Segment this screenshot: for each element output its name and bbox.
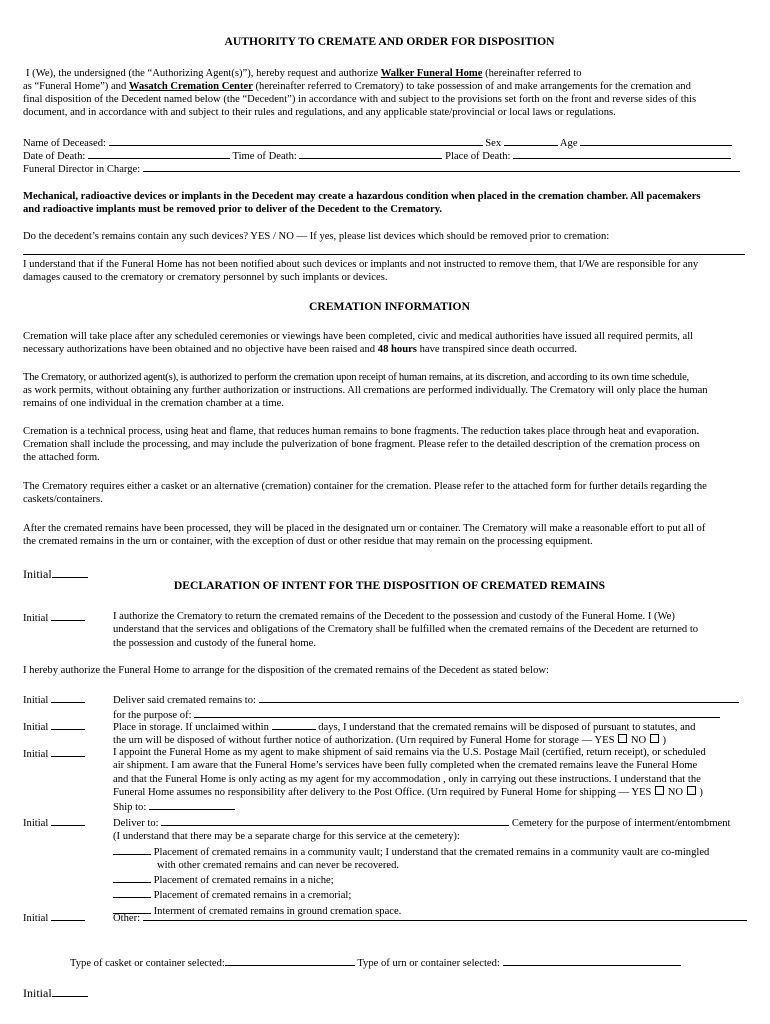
dod-label: Date of Death: <box>23 151 86 162</box>
initial-return: Initial <box>23 610 85 625</box>
age-label: Age <box>559 138 578 149</box>
return-text: I authorize the Crematory to return the cremated remains of the Decedent to the possession and custody of the Funeral Home. I (We) understand that the services and obligations of the Crematory shall be fulfilled when the cremated remains of the Decedent are returned to the possession and custody of the funeral home. <box>113 611 699 649</box>
urn-label: Type of urn or container selected: <box>357 958 500 969</box>
cremation-para-a-2: necessary authorizations have been obtained and no objective have been raised and 48 hours have transpired since death occurred. <box>23 344 577 355</box>
form-title: AUTHORITY TO CREMATE AND ORDER FOR DISPOSITION <box>224 35 555 48</box>
purpose-field[interactable] <box>194 707 720 718</box>
cremation-para-b-2: as work permits, without obtaining any further authorization or instructions. All cremations are performed individually. The Crematory will only place the human <box>23 385 708 396</box>
cremation-para-d-1: The Crematory requires either a casket or an alternative (cremation) container for the cremation. Please refer to the attached form for further details regarding the <box>23 481 707 492</box>
crematory-name: Wasatch Cremation Center <box>128 81 253 92</box>
fd-field[interactable] <box>143 161 740 172</box>
initial-final: Initial <box>23 985 88 1000</box>
intro-line-4: document, and in accordance with and subject to their rules and regulations, and any applicable state/provincial or local laws or regulations. <box>23 107 616 118</box>
initial-cemetery: Initial <box>23 815 85 830</box>
initial-deliver: Initial <box>23 692 85 707</box>
initial-cemetery-field[interactable] <box>51 815 85 826</box>
initial-ship: Initial <box>23 746 85 761</box>
initial-cremation-field[interactable] <box>52 566 88 578</box>
cremation-para-c-2: Cremation shall include the processing, and may include the pulverization of bone fragment. Please refer to the detailed description of the cremation process on <box>23 439 700 450</box>
warning-line-2: and radioactive implants must be removed prior to deliver of the Decedent to the Crematory. <box>23 204 443 215</box>
opt-cremorial-field[interactable] <box>113 887 151 898</box>
declaration-heading: DECLARATION OF INTENT FOR THE DISPOSITION OF CREMATED REMAINS <box>173 579 606 592</box>
cremation-para-d-2: caskets/containers. <box>23 494 103 505</box>
tod-field[interactable] <box>299 148 442 159</box>
intro-line-1: I (We), the undersigned (the “Authorizing Agent(s)”), hereby request and authorize Walker Funeral Home (hereinafter referred to <box>26 68 582 79</box>
cremation-para-c-3: the attached form. <box>23 452 100 463</box>
age-field[interactable] <box>580 135 732 146</box>
ship-to-field[interactable] <box>149 799 235 810</box>
initial-deliver-field[interactable] <box>51 692 85 703</box>
notify-line-2: damages caused to the crematory or crematory personnel by such implants or devices. <box>23 272 388 283</box>
deliver-text: Deliver said cremated remains to: for the purpose of: <box>113 692 756 723</box>
intro-line-2: as “Funeral Home”) and Wasatch Cremation Center (hereinafter referred to Crematory) to take possession of and make arrangements for the cremation and <box>23 81 691 92</box>
cemetery-text: Deliver to: Cemetery for the purpose of interment/entombment (I understand that there may be a separate charge for this service at the cemetery): Placement of cremated remains in a community vault; I understand that the cremated remains in a community vault are co-mingled with other cremated remains and can never be recovered. Placement of cremated remains in a niche; Placement of cremated remains in a cremorial; Interment of cremated remains in ground cremation space. <box>113 815 756 918</box>
initial-return-field[interactable] <box>51 610 85 621</box>
urn-field[interactable] <box>503 955 681 966</box>
cremation-heading: CREMATION INFORMATION <box>309 300 470 313</box>
cremation-para-b-1: The Crematory, or authorized agent(s), is authorized to perform the cremation upon receipt of human remains, at its discretion, and according to its own time schedule, <box>23 372 689 383</box>
deliver-to-field[interactable] <box>259 692 739 703</box>
opt-vault-field[interactable] <box>113 844 151 855</box>
initial-final-field[interactable] <box>52 985 88 997</box>
initial-other: Initial <box>23 910 85 925</box>
opt-niche-field[interactable] <box>113 872 151 883</box>
pod-label: Place of Death: <box>445 151 511 162</box>
cremation-para-c-1: Cremation is a technical process, using heat and flame, that reduces human remains to bone fragments. The reduction takes place through heat and evaporation. <box>23 426 700 437</box>
sex-field[interactable] <box>504 135 558 146</box>
cremation-para-e-2: the cremated remains in the urn or container, with the exception of dust or other residue that may remain on the processing equipment. <box>23 536 593 547</box>
container-row <box>70 955 681 970</box>
initial-ship-field[interactable] <box>51 746 85 757</box>
fd-label: Funeral Director in Charge: <box>23 164 141 175</box>
storage-days-field[interactable] <box>272 719 316 730</box>
warning-line-1: Mechanical, radioactive devices or implants in the Decedent may create a hazardous condition when placed in the cremation chamber. All pacemakers <box>23 191 701 202</box>
ship-yes-checkbox[interactable] <box>655 786 664 795</box>
tod-label: Time of Death: <box>232 151 297 162</box>
other-field[interactable] <box>143 910 747 921</box>
funeral-home-name: Walker Funeral Home <box>380 68 483 79</box>
cremation-para-a-1: Cremation will take place after any scheduled ceremonies or viewings have been completed, civic and medical authorities have issued all required permits, all <box>23 331 694 342</box>
other-text: Other: <box>113 910 756 925</box>
pod-field[interactable] <box>513 148 731 159</box>
storage-yes-checkbox[interactable] <box>618 734 627 743</box>
storage-no-checkbox[interactable] <box>650 734 659 743</box>
initial-storage: Initial <box>23 719 85 734</box>
name-label: Name of Deceased: <box>23 138 106 149</box>
dod-field[interactable] <box>88 148 230 159</box>
intro-line-3: final disposition of the Decedent named below (the “Decedent”) in accordance with and subject to the provisions set forth on the front and reverse sides of this <box>23 94 697 105</box>
authorize-text: I hereby authorize the Funeral Home to arrange for the disposition of the cremated remains of the Decedent as stated below: <box>23 665 549 676</box>
initial-other-field[interactable] <box>51 910 85 921</box>
notify-line-1: I understand that if the Funeral Home has not been notified about such devices or implants and not instructed to remove them, that I/We are responsible for any <box>23 259 699 270</box>
ship-text: I appoint the Funeral Home as my agent to make shipment of said remains via the U.S. Postage Mail (certified, return receipt), or scheduled air shipment. I am aware that the Funeral Home’s services have been fully completed when the cremated remains leave the Funeral Home and that the Funeral Home is only acting as my agent for my accommodation , only in carrying out these instructions. I understand that the Funeral Home assumes no responsibility after delivery to the Post Office. (Urn required by Funeral Home for shipping — YES NO ) Ship to: <box>113 747 706 814</box>
name-field[interactable] <box>109 135 483 146</box>
initial-storage-field[interactable] <box>51 719 85 730</box>
devices-list-field[interactable] <box>23 243 745 255</box>
ship-no-checkbox[interactable] <box>687 786 696 795</box>
storage-text: Place in storage. If unclaimed within days, I understand that the cremated remains will be disposed of pursuant to statutes, and the urn will be disposed of without further notice of authorization. (Urn required by Funeral Home for storage — YES NO ) <box>113 719 756 748</box>
initial-cremation: Initial <box>23 566 88 581</box>
sex-label: Sex <box>485 138 502 149</box>
cremation-para-b-3: remains of one individual in the cremation chamber at a time. <box>23 398 284 409</box>
cremation-para-e-1: After the cremated remains have been processed, they will be placed in the designated urn or container. The Crematory will make a reasonable effort to put all of <box>23 523 706 534</box>
fd-row <box>23 161 740 176</box>
cemetery-field[interactable] <box>161 815 509 826</box>
casket-label: Type of casket or container selected: <box>70 958 225 969</box>
devices-question: Do the decedent’s remains contain any such devices? YES / NO — If yes, please list devices which should be removed prior to cremation: <box>23 231 610 242</box>
casket-field[interactable] <box>225 955 355 966</box>
